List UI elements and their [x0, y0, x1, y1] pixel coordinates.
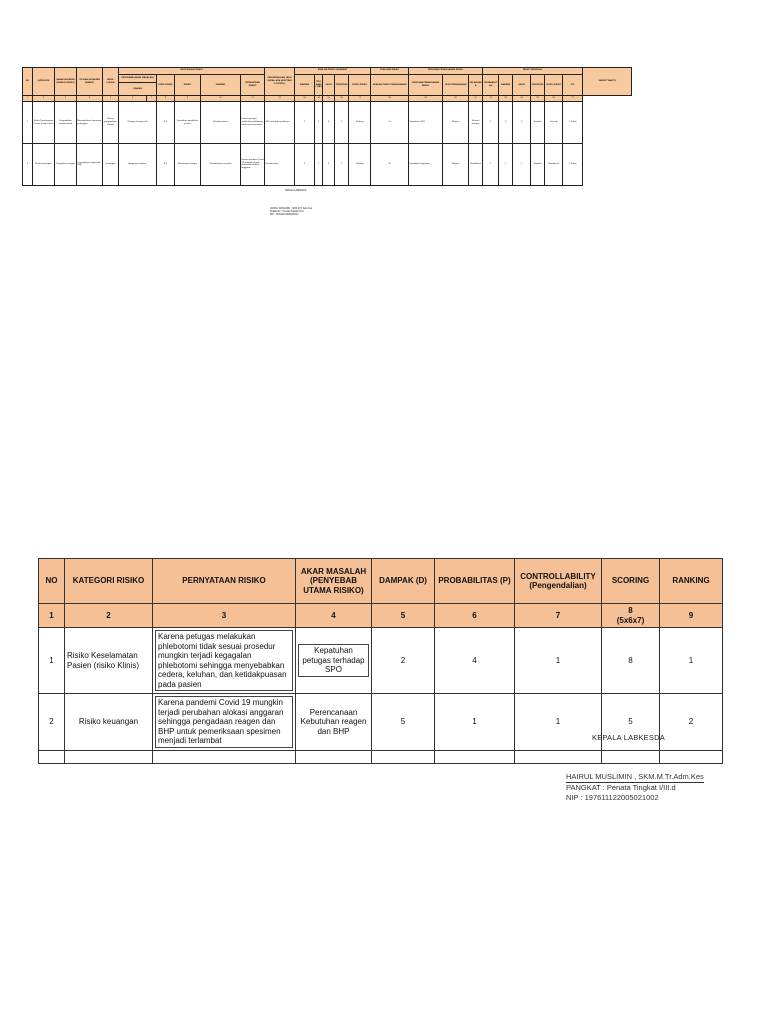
index-cell: 11: [241, 96, 265, 102]
th-level: LEVEL RISIKO: [349, 74, 371, 96]
index-cell: 1: [23, 96, 33, 102]
cell: Ruang pengambilan sampel: [103, 102, 119, 144]
cell-akar-masalah: [296, 628, 372, 694]
cell: Perencanaan: [265, 143, 295, 185]
spacer-cell: [39, 750, 65, 763]
cell: 2: [295, 102, 315, 144]
index-cell: 26: [545, 96, 563, 102]
th-an-prob: PROBABILITAS: [315, 74, 323, 96]
cell-ranking: 1: [660, 628, 723, 694]
cell: Risiko Keselamatan Pasien (risiko Klinis): [33, 102, 55, 144]
th-evaluasi: EVALUASI RISIKO: [371, 68, 409, 75]
th-rs-skor: SKOR: [513, 74, 531, 96]
cell-probabilitas: 1: [435, 694, 515, 751]
cell-controllability: 1: [515, 628, 602, 694]
index-cell: 20: [443, 96, 469, 102]
th-target: TARGET WAKTU: [583, 68, 632, 96]
spacer-cell: [660, 750, 723, 763]
th-kategori: KATEGORI: [33, 68, 55, 96]
index-cell: 13: [295, 96, 315, 102]
risk-scoring-table: [38, 558, 710, 764]
cell: 1: [335, 102, 349, 144]
cell: Seluruh petugas: [469, 102, 483, 144]
cell: 4: [315, 102, 323, 144]
th-ev-perlu: APAKAH PERLU PENANGANAN: [371, 74, 409, 96]
table-row: [39, 628, 723, 694]
cell-controllability: 1: [515, 694, 602, 751]
spacer-cell: [65, 750, 153, 763]
cell: 5: [323, 143, 335, 185]
header-row: [39, 559, 723, 604]
pernyataan-text: Karena pandemi Covid 19 mungkin terjadi perubahan alokasi anggaran sehingga pengadaan reagen dan BHP untuk pemeriksaan spesimen menjadi terlambat: [155, 696, 293, 748]
mini-sign-name: HAIRUL MUSLIMIN , SKM.M.Tr.Adm.Kes: [270, 207, 313, 210]
index-cell: 5: [372, 604, 435, 628]
cell-scoring: 5: [602, 694, 660, 751]
th-uraian: URAIAN: [119, 82, 157, 96]
cell: Ka Lab: [545, 102, 563, 144]
pernyataan-text: Karena petugas melakukan phlebotomi tidak sesuai prosedur mungkin terjadi kegagalan phlebotomi sehingga menyebabkan cedera, keluhan, dan ketidakpuasan pada pasien: [155, 630, 293, 691]
cell: Pengambilan sampel darah: [55, 102, 77, 144]
th-no: NO: [39, 559, 65, 604]
mini-sign-rank: PANGKAT : Penata Tingkat I/III.d: [270, 210, 304, 213]
index-cell: 3: [55, 96, 77, 102]
table-spacer-row: [39, 750, 723, 763]
cell: Karena pandemi Covid 19 mungkin terjadi perubahan alokasi anggaran: [241, 143, 265, 185]
index-cell: 22: [483, 96, 499, 102]
cell: Mitigasi: [443, 102, 469, 144]
cell: Pengadaan reagen: [55, 143, 77, 185]
index-cell: 4: [77, 96, 103, 102]
index-cell: 2: [33, 96, 55, 102]
cell-probabilitas: 4: [435, 628, 515, 694]
cell: Rendah: [531, 102, 545, 144]
cell: 1: [483, 143, 499, 185]
signature-nip: NIP : 197611122005021002: [566, 793, 659, 802]
th-an-prioritas: PRIORITAS: [335, 74, 349, 96]
cell: Meningkatkan kepuasan pelanggan: [77, 102, 103, 144]
index-cell-scoring: [602, 604, 660, 628]
index-cell: 8: [157, 96, 175, 102]
index-cell: 9: [660, 604, 723, 628]
index-cell: 7: [147, 96, 157, 102]
th-kode: KODE RISIKO: [157, 74, 175, 96]
index-cell: 7: [515, 604, 602, 628]
th-rs-prob: PROBABILITAS: [483, 74, 499, 96]
index-cell: 17: [349, 96, 371, 102]
cell: 1: [315, 143, 323, 185]
th-residual: RISIKO RESIDUAL: [483, 68, 583, 75]
index-cell: 9: [175, 96, 201, 102]
cell: 1: [23, 102, 33, 144]
cell: Koordinasi anggaran: [409, 143, 443, 185]
index-cell: 27: [563, 96, 583, 102]
cell: Sedang: [349, 102, 371, 144]
index-cell: 24: [513, 96, 531, 102]
th-dampak: DAMPAK (D): [372, 559, 435, 604]
index-cell: 18: [371, 96, 409, 102]
risk-register-grid: [22, 67, 632, 186]
index-cell: 16: [335, 96, 349, 102]
signature-title: KEPALA LABKESDA: [592, 733, 665, 742]
table-row: [23, 143, 632, 185]
cell: Keluhan pasien: [201, 102, 241, 144]
th-analisa: ANALISA RISIKO INHERENT: [295, 68, 371, 75]
th-probabilitas: PROBABILITAS (P): [435, 559, 515, 604]
cell-no: 1: [39, 628, 65, 694]
th-rs-dampak: DAMPAK: [499, 74, 513, 96]
signature-rank: PANGKAT : Penata Tingkat I/III.d: [566, 783, 676, 792]
th-rs-prioritas: PRIORITAS: [531, 74, 545, 96]
th-rs-pic: PIC: [563, 74, 583, 96]
th-risiko: RISIKO: [175, 74, 201, 96]
cell: Kesalahan identifikasi pasien: [175, 102, 201, 144]
cell: SPO dan buku pedoman: [265, 102, 295, 144]
cell: Sosialisasi SPO: [409, 102, 443, 144]
th-akar-masalah: AKAR MASALAH (PENYEBAB UTAMA RISIKO): [296, 559, 372, 604]
cell-kategori: Risiko Keselamatan Pasien (risiko Klinis): [65, 628, 153, 694]
cell: Tersedianya reagen dan BHP: [77, 143, 103, 185]
index-cell: 14: [315, 96, 323, 102]
cell: 2: [513, 102, 531, 144]
index-cell: 23: [499, 96, 513, 102]
akar-masalah-text: Kepatuhan petugas terhadap SPO: [298, 644, 369, 677]
cell: R.1: [157, 102, 175, 144]
cell-dampak: 2: [372, 628, 435, 694]
index-cell: 6: [119, 96, 147, 102]
cell-dampak: 5: [372, 694, 435, 751]
th-ranking: RANKING: [660, 559, 723, 604]
th-pengendalian: PENGENDALIAN YANG SUDAH ADA (EXISTING CONTROL): [265, 68, 295, 96]
cell: 5: [295, 143, 315, 185]
index-cell: 6: [435, 604, 515, 628]
index-cell: 3: [153, 604, 296, 628]
th-tujuan: TUJUAN KEGIATAN (SMART): [77, 68, 103, 96]
index-cell: 15: [323, 96, 335, 102]
index-cell: 10: [201, 96, 241, 102]
index-cell: 5: [103, 96, 119, 102]
index-scoring-formula: (5x6x7): [616, 615, 645, 625]
spacer-cell: [515, 750, 602, 763]
index-cell: 4: [296, 604, 372, 628]
th-jenis: JENIS / LOKASI: [103, 68, 119, 96]
th-kategori: KATEGORI RISIKO: [65, 559, 153, 604]
cell: 2: [335, 143, 349, 185]
cell: Sedang: [349, 143, 371, 185]
th-rs-level: LEVEL RISIKO: [545, 74, 563, 96]
cell: 1: [499, 143, 513, 185]
spacer-cell: [372, 750, 435, 763]
th-rencana: RENCANA PENANGANAN RISIKO: [409, 68, 483, 75]
cell-no: 2: [39, 694, 65, 751]
th-rp-opsi: OPSI PENANGANAN: [443, 74, 469, 96]
th-no: NO: [23, 68, 33, 96]
cell: Kekurangan reagen: [175, 143, 201, 185]
th-pernyataan: PERNYATAAN RISIKO: [241, 74, 265, 96]
mini-sign-title: KEPALA LABKESDA: [285, 189, 307, 192]
spacer-cell: [153, 750, 296, 763]
cell: R.2: [157, 143, 175, 185]
th-pernyataan: PERNYATAAN RISIKO: [153, 559, 296, 604]
cell: Karena petugas melakukan phlebotomi tidak sesuai prosedur: [241, 102, 265, 144]
cell: 1 Tahun: [563, 143, 583, 185]
index-cell: 19: [409, 96, 443, 102]
cell: 8: [323, 102, 335, 144]
th-penyebab-group: PENYEBAB (AKAR MASALAH): [119, 74, 157, 82]
th-scoring: SCORING: [602, 559, 660, 604]
th-identifikasi: IDENTIFIKASI RISIKO: [119, 68, 265, 75]
cell: 2: [23, 143, 33, 185]
spacer-cell: [296, 750, 372, 763]
cell-pernyataan: [153, 694, 296, 751]
spacer-cell: [435, 750, 515, 763]
cell: Rendah: [531, 143, 545, 185]
cell-pernyataan: [153, 628, 296, 694]
index-scoring-number: 8: [628, 606, 633, 615]
th-controllability: CONTROLLABILITY (Pengendalian): [515, 559, 602, 604]
cell: 2: [499, 102, 513, 144]
index-cell: 12: [265, 96, 295, 102]
cell: Risiko keuangan: [33, 143, 55, 185]
table-row: [23, 102, 632, 144]
cell-scoring: 8: [602, 628, 660, 694]
signature-block: [566, 772, 704, 803]
index-cell: 21: [469, 96, 483, 102]
cell: Anggaran terbatas: [119, 143, 157, 185]
cell: Pemeriksaan tertunda: [201, 143, 241, 185]
th-dampak: DAMPAK: [201, 74, 241, 96]
signature-name: HAIRUL MUSLIMIN , SKM.M.Tr.Adm.Kes: [566, 772, 704, 781]
cell: 1: [513, 143, 531, 185]
cell: Bendahara: [469, 143, 483, 185]
index-row: [39, 604, 723, 628]
cell: 1: [483, 102, 499, 144]
th-rp-rencana: RENCANA PENANGANAN RISIKO: [409, 74, 443, 96]
th-an-skor: SKOR: [323, 74, 335, 96]
mini-sign-nip: NIP : 197611122005021002: [270, 213, 299, 216]
th-an-dampak: DAMPAK: [295, 74, 315, 96]
cell-kategori: Risiko keuangan: [65, 694, 153, 751]
cell: Mitigasi: [443, 143, 469, 185]
cell: Petugas kurang teliti: [119, 102, 157, 144]
index-cell: 2: [65, 604, 153, 628]
index-cell: 1: [39, 604, 65, 628]
cell: Ya: [371, 102, 409, 144]
cell: Bendahara: [545, 143, 563, 185]
cell-ranking: 2: [660, 694, 723, 751]
cell-akar-masalah: Perencanaan Kebutuhan reagen dan BHP: [296, 694, 372, 751]
spacer-cell: [602, 750, 660, 763]
risk-register-table: [22, 67, 632, 216]
th-rp-pelaksana: PELAKSANA: [469, 74, 483, 96]
index-cell: 25: [531, 96, 545, 102]
cell: 1 Tahun: [563, 102, 583, 144]
cell: Keuangan: [103, 143, 119, 185]
th-nama-kegiatan: NAMA KEGIATAN (PEMILIK RISIKO): [55, 68, 77, 96]
cell: Ya: [371, 143, 409, 185]
